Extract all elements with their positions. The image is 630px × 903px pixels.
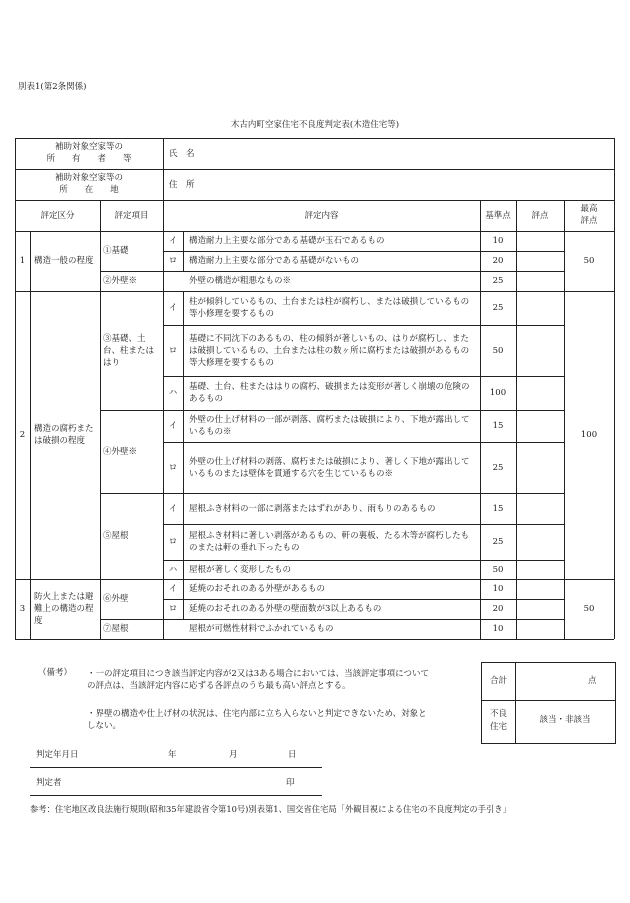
table-left-border (15, 138, 16, 639)
appendix-label: 別表1(第2条関係) (18, 82, 87, 92)
row-mark: イ (168, 421, 178, 431)
base-points: 25 (492, 537, 504, 547)
group-number: 3 (19, 604, 26, 614)
base-points-cell (480, 442, 516, 493)
criterion-text-cell (189, 560, 474, 579)
remarks-label: （備考） (38, 668, 73, 678)
col-max-1-cell (564, 203, 614, 215)
assessment-item-cell (103, 410, 160, 493)
group-category: 防火上または避難上の構造の程度 (34, 592, 94, 626)
judge-label: 判定者 (36, 778, 62, 788)
owner-label-2: 所 有 者 等 (46, 154, 132, 164)
criterion-text-cell (189, 524, 474, 560)
owner-label-1: 補助対象空家等の (54, 142, 123, 152)
mark-col-divider (183, 251, 184, 271)
row-mark-cell (163, 560, 183, 579)
criterion-text-cell (189, 579, 474, 599)
header-col-divider (480, 200, 481, 231)
assessment-item: ⑥外壁 (103, 594, 129, 604)
date-label: 判定年月日 (36, 750, 79, 760)
base-points-cell (480, 599, 516, 619)
score-input-cell (516, 376, 564, 410)
header-col-divider (100, 200, 101, 231)
header-col-divider (564, 200, 565, 231)
criterion-text: 屋根が著しく変形したもの (189, 564, 292, 575)
criterion-text: 屋根が可燃性材料でふかれているもの (189, 624, 334, 634)
group-max-score-cell (564, 291, 614, 579)
body-col-divider (564, 231, 565, 639)
row-mark-cell (163, 376, 183, 410)
base-points: 10 (492, 236, 504, 246)
base-points: 20 (492, 604, 504, 614)
criterion-text-cell (189, 325, 474, 376)
mark-col-divider (183, 493, 184, 524)
col-max-2-cell (564, 215, 614, 227)
mark-col-divider (183, 291, 184, 325)
col-max-2: 評点 (580, 216, 598, 226)
base-points-cell (480, 325, 516, 376)
assessment-item-cell (103, 579, 160, 619)
group-max-score: 50 (583, 604, 595, 614)
location-label-2: 所 在 地 (59, 185, 119, 195)
group-max-score: 50 (583, 256, 595, 266)
reference-note: 参考：住宅地区改良法施行規則(昭和35年建設省令第10号)別表第1、国交省住宅局「外観目視による住宅の不良度判定の手引き」 (30, 804, 511, 814)
base-points-cell (480, 231, 516, 251)
row-mark-cell (163, 442, 183, 493)
col-max-1: 最高 (580, 204, 598, 214)
score-input-cell (516, 560, 564, 579)
assessment-item-cell (103, 271, 160, 291)
base-points-cell (480, 524, 516, 560)
location-label-1-cell (15, 172, 163, 184)
group-number-cell (15, 231, 30, 291)
col-item-cell (100, 200, 163, 231)
body-col-divider (516, 231, 517, 639)
row-mark-cell (163, 410, 183, 442)
row-mark: イ (168, 303, 178, 313)
col-content-cell (163, 200, 480, 231)
score-input-cell (516, 410, 564, 442)
mark-col-divider (183, 524, 184, 560)
row-mark-cell (163, 599, 183, 619)
row-mark-cell (163, 493, 183, 524)
score-input-cell (516, 271, 564, 291)
base-points: 15 (492, 421, 504, 431)
row-mark: ハ (168, 388, 178, 398)
base-points: 50 (492, 345, 504, 356)
owner-name-field-cell (169, 138, 369, 169)
criterion-text: 構造耐力上主要な部分である基礎がないもの (189, 256, 360, 266)
base-points: 25 (492, 276, 504, 286)
mark-col-divider (183, 410, 184, 442)
col-content: 評定内容 (304, 210, 339, 221)
criterion-text: 外壁の仕上げ材料の剥落、腐朽または破損により、著しく下地が露出しているものまたは壁体を貫通する穴を生じているもの※ (189, 456, 470, 479)
address-field[interactable]: 住 所 (169, 179, 195, 190)
base-points: 15 (492, 503, 504, 514)
group-category-cell (34, 291, 96, 579)
base-points: 100 (489, 388, 507, 398)
score-input-cell (516, 291, 564, 325)
group-number-cell (15, 291, 30, 579)
row-mark-cell (163, 579, 183, 599)
criterion-text: 屋根ふき材料の一部に剥落またはずれがあり、雨もりのあるもの (189, 503, 436, 514)
base-points: 25 (492, 303, 504, 313)
summary-divider (482, 700, 615, 701)
col-base-points-cell (480, 200, 516, 231)
score-input-cell (516, 325, 564, 376)
assessment-item-cell (103, 619, 160, 639)
total-unit: 点 (588, 676, 597, 686)
group-divider (15, 639, 614, 640)
group-number: 1 (19, 256, 26, 266)
row-mark-cell (163, 325, 183, 376)
form-title: 木古内町空家住宅不良度判定表(木造住宅等) (230, 120, 400, 130)
criterion-text: 構造耐力上主要な部分である基礎が玉石であるもの (189, 236, 385, 246)
col-score: 評点 (531, 210, 549, 221)
base-points-cell (480, 410, 516, 442)
summary-col-divider (515, 663, 516, 743)
seal-label: 印 (286, 778, 295, 788)
criterion-text-cell (189, 599, 474, 619)
assessment-item-cell (103, 291, 160, 410)
score-input-cell (516, 493, 564, 524)
score-input-cell (516, 619, 564, 639)
criterion-text: 柱が傾斜しているもの、土台または柱が腐朽し、または破損しているもの等小修理を要するもの (189, 297, 470, 319)
body-col-divider (100, 231, 101, 639)
criterion-text-cell (189, 493, 474, 524)
row-mark: ロ (168, 345, 178, 356)
mark-col-divider (183, 560, 184, 579)
criterion-text: 延焼のおそれのある外壁の壁面数が3以上あるもの (189, 604, 382, 614)
criterion-text: 屋根ふき材料に著しい剥落があるもの、軒の裏板、たる木等が腐朽したものまたは軒の垂れ下ったもの (189, 531, 470, 553)
total-label: 合計 (489, 676, 507, 686)
assessment-item: ②外壁※ (103, 276, 138, 286)
criterion-text: 基礎に不同沈下のあるもの、柱の傾斜が著しいもの、はりが腐朽し、または破損しているもの、土台または柱の数ヶ所に腐朽または破損があるもの等大修理を要するもの (189, 333, 470, 368)
score-input-cell (516, 524, 564, 560)
criterion-text-cell (189, 376, 474, 410)
row-mark: ロ (168, 462, 178, 473)
base-points: 50 (492, 564, 504, 575)
address-field-cell (169, 169, 369, 200)
mark-col-divider (183, 325, 184, 376)
row-mark-cell (163, 231, 183, 251)
mark-col-divider (183, 442, 184, 493)
criterion-text-cell (189, 619, 474, 639)
col-item: 評定項目 (114, 210, 149, 221)
criterion-text-cell (189, 271, 474, 291)
base-points-cell (480, 560, 516, 579)
remark-note-2: ・界壁の構造や仕上げ材の状況は、住宅内部に立ち入らないと判定できないため、対象としない。 (87, 709, 427, 731)
judge-line (30, 795, 322, 796)
col-base-points: 基準点 (485, 210, 511, 221)
assessment-item: ④外壁※ (103, 446, 138, 457)
location-label-1: 補助対象空家等の (54, 173, 123, 183)
score-input-cell (516, 599, 564, 619)
group-category: 構造一般の程度 (34, 256, 94, 266)
criterion-text: 外壁の仕上げ材料の一部が剥落、腐朽または破損により、下地が露出しているもの※ (189, 415, 470, 437)
base-points-cell (480, 251, 516, 271)
criterion-text-cell (189, 251, 474, 271)
assessment-item-cell (103, 231, 160, 271)
assessment-item: ①基礎 (103, 246, 129, 256)
base-points: 20 (492, 256, 504, 266)
col-category-cell (15, 200, 100, 231)
group-category: 構造の腐朽または破損の程度 (34, 424, 94, 446)
score-input-cell (516, 231, 564, 251)
mark-col-divider (183, 231, 184, 251)
score-input-cell (516, 579, 564, 599)
row-mark: ロ (168, 537, 178, 547)
owner-label-2-cell (15, 153, 163, 165)
group-max-score-cell (564, 231, 614, 291)
col-score-cell (516, 200, 564, 231)
criterion-text: 延焼のおそれのある外壁があるもの (189, 584, 326, 594)
row-mark-cell (163, 524, 183, 560)
criterion-text-cell (189, 410, 474, 442)
assessment-item: ③基礎、土台、柱または はり (103, 333, 155, 368)
base-points-cell (480, 619, 516, 639)
defect-value[interactable]: 該当・非該当 (539, 715, 591, 725)
body-col-divider (480, 231, 481, 639)
date-line (30, 767, 322, 768)
table-right-border (614, 138, 615, 639)
group-number: 2 (19, 430, 26, 440)
number-col-divider (30, 579, 31, 639)
row-mark: イ (168, 503, 178, 514)
row-mark-cell (163, 291, 183, 325)
base-points-cell (480, 271, 516, 291)
row-mark: ハ (168, 564, 178, 575)
criterion-text-cell (189, 291, 474, 325)
mark-col-divider (183, 376, 184, 410)
group-max-score-cell (564, 579, 614, 639)
criterion-text: 外壁の構造が粗悪なもの※ (189, 276, 292, 286)
row-mark: ロ (168, 256, 178, 266)
year-label: 年 (168, 750, 177, 760)
assessment-item-cell (103, 493, 160, 579)
owner-name-field[interactable]: 氏 名 (169, 148, 195, 159)
score-input-cell (516, 251, 564, 271)
base-points-cell (480, 376, 516, 410)
base-points-cell (480, 291, 516, 325)
header-col-divider (516, 200, 517, 231)
number-col-divider (30, 231, 31, 291)
day-label: 日 (288, 750, 297, 760)
row-mark-cell (163, 251, 183, 271)
group-number-cell (15, 579, 30, 639)
criterion-text-cell (189, 231, 474, 251)
location-label-2-cell (15, 184, 163, 196)
criterion-text: 基礎、土台、柱またははりの腐朽、破損または変形が著しく崩壊の危険のあるもの (189, 382, 470, 404)
row-mark: イ (168, 584, 178, 594)
base-points-cell (480, 579, 516, 599)
assessment-item: ⑦屋根 (103, 624, 129, 634)
month-label: 月 (229, 750, 238, 760)
criterion-text-cell (189, 442, 474, 493)
row-mark: イ (168, 236, 178, 246)
remark-note-1: ・一の評定項目につき該当評定内容が2又は3ある場合においては、当該評定事項についての評点は、当該評定内容に応ずる各評点のうち最も高い評点とする。 (87, 669, 429, 691)
body-col-divider (163, 231, 164, 639)
col-category: 評定区分 (40, 210, 75, 221)
mark-col-divider (183, 579, 184, 599)
base-points: 10 (492, 624, 504, 634)
base-points: 25 (492, 462, 504, 473)
group-max-score: 100 (580, 430, 598, 440)
group-category-cell (34, 579, 96, 639)
owner-label-1-cell (15, 141, 163, 153)
defect-label-2: 住宅 (489, 722, 507, 732)
assessment-item: ⑤屋根 (103, 531, 129, 541)
base-points-cell (480, 493, 516, 524)
base-points: 10 (492, 584, 504, 594)
number-col-divider (30, 291, 31, 579)
mark-col-divider (183, 599, 184, 619)
group-category-cell (34, 231, 96, 291)
summary-box (481, 662, 616, 744)
score-input-cell (516, 442, 564, 493)
row-mark: ロ (168, 604, 178, 614)
defect-label-1: 不良 (489, 709, 507, 719)
